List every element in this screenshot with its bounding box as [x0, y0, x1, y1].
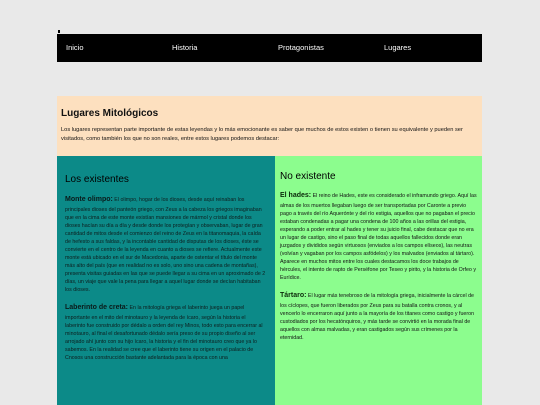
nav-link-lugares[interactable]: Lugares [384, 43, 412, 52]
page-title: Lugares Mitológicos [61, 108, 159, 119]
existentes-heading: Los existentes [65, 174, 129, 185]
nav-link-inicio[interactable]: Inicio [66, 43, 84, 52]
place-term: El hades: [280, 192, 312, 199]
place-description: El lugar más tenebroso de la mitología griega, inicialmente la cárcel de los cíclopes, que fueron liberados por Zeus para su batalla contra cronos, y al vencerlo lo encerraron aquí junto a la mayoría de los titanes como castigo y fueron custodiados por los hecatónquiros, y más tarde se convirtió en la morada final de aquellos con almas malvadas, y eran castigados según sus crímenes por la eternidad. [280, 293, 475, 341]
existentes-section [57, 156, 275, 405]
intro-paragraph: Los lugares representan parte importante de estas leyendas y lo más emocionante es saber que muchos de estos existen o tienen su equivalente y pueden ser visitados, como también los que no son reales, entre estos lugares podemos destacar: [61, 127, 463, 142]
place-description: El reino de Hades, este es considerado el inframundo griego. Aquí las almas de los muertos llegaban luego de ser transportadas por Caronte a previo pago a través del río Aquerónte y del río estigia, aquellos que no pagaban el precio estaban condenadas a pagar una condena de 100 años a las orillas del estigia, esperando a poder entrar al hades y tener su juicio final, cabe destacar que no era un lugar de castigo, sino el paso final de todas aquellos fallecidos donde eran juzgados y divididos según virtuosos (enviados a los campos elíseos), las neutras (volvían y vagaban por los campos asfódelos) y los malvados (enviados al tártaro). Aparece en muchos mitos entre los cuales destacamos los doce trabajos de hércules, el intento de rapto de Perséfone por Teseo y pirito, y la historia de Orfeo y Eurídice. [280, 193, 477, 282]
place-entry [65, 303, 267, 362]
nav-link-protagonistas[interactable]: Protagonistas [278, 43, 324, 52]
main-nav [57, 34, 482, 62]
no-existente-section [275, 156, 482, 405]
place-description: El olimpo, hogar de los dioses, desde aquí reinaban los principales dioses del panteón griego, con Zeus a la cabeza los griegos imaginaban que en la cima de este monte existían mansiones de mármol y cristal donde los dioses hacían su día a día y desde donde los protegían y observaban, lugar de gran cantidad de mitos desde el comienzo del reino de Zeus en la titanomaquia, la caída de hefesto a sus faldas, y la incontable cantidad de disputas de los dioses, éste se convierte en el centro de la leyenda en cuanto a dioses se refiere. Actualmente este monte está ubicado en el sur de Macedonia, aparte de ostentar el título del monte más alto del país (que en realidad no es solo, uno sino una cadena de montañas), presenta visitas guiadas en las que se puede llegar a su cima en un aproximado de 2 días, un viaje que vale la pena para llegar a aquel lugar donde se decían habitaban los dioses. [65, 197, 266, 294]
place-description: En la mitología griega el laberinto juega un papel importante en el mito del minotauro y la leyenda de ícaro, según la historia el laberinto fue construido por dédalo a orden del rey Minos, todo esto para encerrar al minotauro, al final el desafortunado dédalo sería preso de su propio diseño al ser arrojado ahí junto con su hijo ícaro, la historia y el fin del minotauro creo que ya lo sabemos. En la realidad se cree que el laberinto tiene su origen en el palacio de Cnosos una construcción bastante adelantada para la época con una [65, 305, 263, 361]
place-term: Tártaro: [280, 292, 307, 300]
place-term: Monte olimpo: [65, 196, 113, 203]
place-entry [280, 291, 477, 342]
nav-link-historia[interactable]: Historia [172, 43, 198, 52]
place-entry [65, 195, 267, 294]
no-existente-heading: No existente [280, 171, 336, 182]
place-entry [280, 191, 477, 282]
place-term: Laberinto de creta: [65, 304, 129, 312]
stray-mark [58, 30, 60, 33]
intro-section [57, 96, 482, 156]
